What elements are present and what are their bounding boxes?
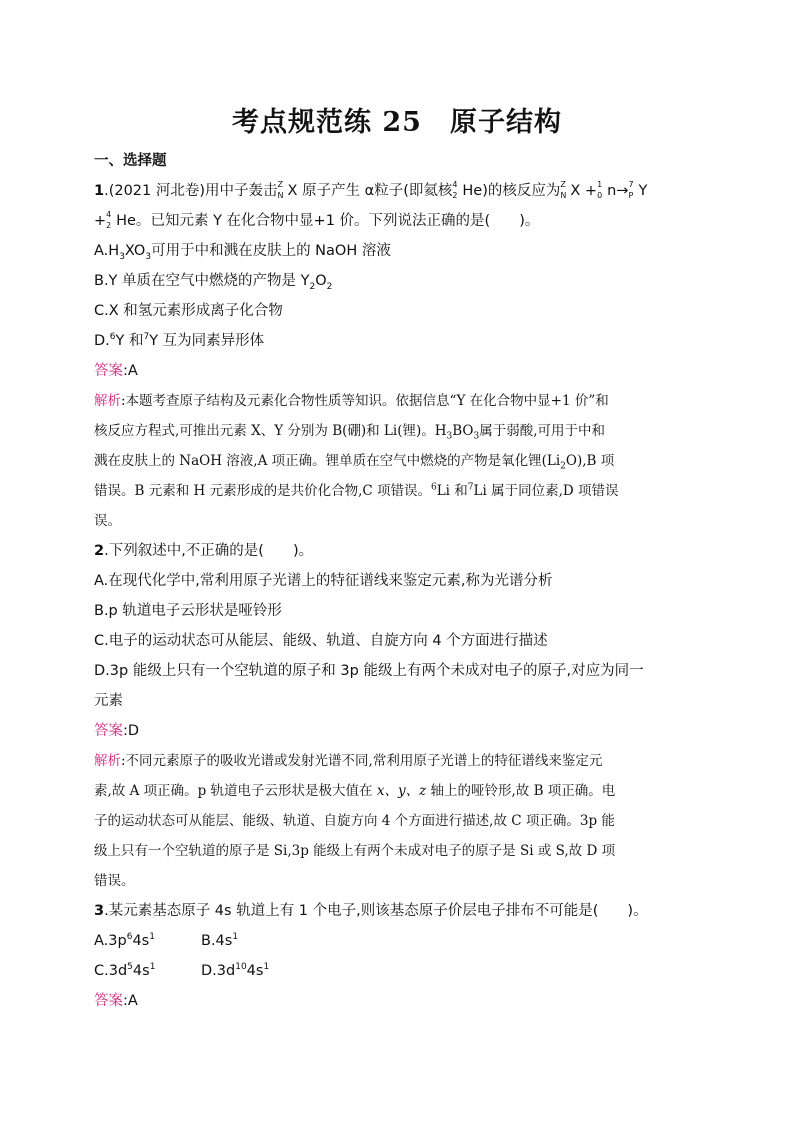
nuclide-he: 4 2 bbox=[106, 210, 112, 230]
q1-text: Y bbox=[638, 183, 648, 199]
q2-option-c: C.电子的运动状态可从能层、能级、轨道、自旋方向 4 个方面进行描述 bbox=[94, 633, 548, 649]
nuclide-he: 4 2 bbox=[452, 180, 458, 200]
content-block bbox=[94, 146, 704, 1016]
q2-analysis-line2: 素,故 A 项正确。p 轨道电子云形状是极大值在 x、y、z 轴上的哑铃形,故 B 项正确。电 bbox=[94, 783, 616, 799]
q1-stem-line2 bbox=[94, 206, 704, 236]
q3-number: 3 bbox=[94, 903, 105, 919]
nuclide-y: 7 P bbox=[628, 180, 634, 200]
answer-label: 答案 bbox=[94, 993, 123, 1009]
q1-text: n→ bbox=[607, 183, 629, 199]
q3-option-b: $B.4s^1$ bbox=[201, 932, 239, 949]
answer-label: 答案 bbox=[94, 723, 123, 739]
q3-option-c: $C.3d^54s^1$ bbox=[94, 962, 156, 979]
q2-analysis-line4: 级上只有一个空轨道的原子是 Si,3p 能级上有两个未成对电子的原子是 Si 或 S,故 D 项 bbox=[94, 843, 616, 859]
q1-analysis-line5: 误。 bbox=[94, 513, 121, 529]
q2-stem: 2.下列叙述中,不正确的是( )。 bbox=[94, 543, 314, 559]
q1-analysis-line4: 错误。B 元素和 H 元素形成的是共价化合物,C 项错误。$^6$Li 和$^7$Li 属于同位素,D 项错误 bbox=[94, 482, 619, 499]
q1-analysis-line1: 解析:本题考查原子结构及元素化合物性质等知识。依据信息“Y 在化合物中显+1 价”和 bbox=[94, 393, 609, 409]
q3-stem: 3.某元素基态原子 4s 轨道上有 1 个电子,则该基态原子价层电子排布不可能是( )。 bbox=[94, 903, 648, 919]
q1-text: X + bbox=[570, 183, 598, 199]
q1-option-c: C.X 和氢元素形成离子化合物 bbox=[94, 303, 283, 319]
q2-answer bbox=[94, 716, 704, 746]
answer-label: 答案 bbox=[94, 363, 123, 379]
q1-text: X 原子产生 α粒子(即氦核 bbox=[287, 183, 453, 199]
answer-value: :A bbox=[123, 363, 138, 379]
section-heading: 一、选择题 bbox=[94, 153, 167, 169]
q1-option-a: $A.H_3XO_3$可用于中和溅在皮肤上的 NaOH 溶液 bbox=[94, 243, 391, 262]
q1-answer bbox=[94, 356, 704, 386]
q3-option-a: $A.3p^64s^1$ bbox=[94, 932, 155, 949]
q2-option-a: A.在现代化学中,常利用原子光谱上的特征谱线来鉴定元素,称为光谱分析 bbox=[94, 573, 553, 589]
q1-option-b: B.Y 单质在空气中燃烧的产物是 $Y_2O_2$ bbox=[94, 273, 333, 292]
nuclide-n: 1 0 bbox=[597, 180, 603, 200]
q1-text: + bbox=[94, 213, 107, 229]
q2-option-d-line2: 元素 bbox=[94, 693, 123, 709]
answer-value: :A bbox=[123, 993, 138, 1009]
q1-analysis-line2: 核反应方程式,可推出元素 X、Y 分别为 B(硼)和 Li(锂)。$H_3BO_3$属于弱酸,可用于中和 bbox=[94, 423, 606, 442]
analysis-label: 解析 bbox=[94, 753, 121, 769]
page-title: 考点规范练 25 原子结构 bbox=[232, 107, 562, 138]
q1-text: .(2021 河北卷)用中子轰击 bbox=[104, 183, 278, 199]
q3-option-d: $D.3d^{10}4s^1$ bbox=[201, 962, 270, 979]
q2-number: 2 bbox=[94, 543, 105, 559]
nuclide-x: Z N bbox=[277, 180, 284, 200]
q1-analysis-line3: 溅在皮肤上的 NaOH 溶液,A 项正确。锂单质在空气中燃烧的产物是氧化锂$(Li_2O),B$ 项 bbox=[94, 453, 615, 472]
analysis-label: 解析 bbox=[94, 393, 121, 409]
nuclide-x: Z N bbox=[560, 180, 567, 200]
q3-options-row1 bbox=[94, 926, 704, 956]
answer-value: :D bbox=[123, 723, 140, 739]
q1-text: He。已知元素 Y 在化合物中显+1 价。下列说法正确的是( )。 bbox=[116, 213, 540, 229]
q2-option-d-line1: D.3p 能级上只有一个空轨道的原子和 3p 能级上有两个未成对电子的原子,对应为同一 bbox=[94, 663, 644, 679]
q2-option-b: B.p 轨道电子云形状是哑铃形 bbox=[94, 603, 282, 619]
q2-analysis-line1: 解析:不同元素原子的吸收光谱或发射光谱不同,常利用原子光谱上的特征谱线来鉴定元 bbox=[94, 753, 603, 769]
q3-answer bbox=[94, 986, 704, 1016]
q2-analysis-line3: 子的运动状态可从能层、能级、轨道、自旋方向 4 个方面进行描述,故 C 项正确。3p 能 bbox=[94, 813, 615, 829]
q2-analysis-line5: 错误。 bbox=[94, 873, 135, 889]
q1-stem-line1 bbox=[94, 176, 704, 206]
q1-option-d: D.$^6$Y 和$^7$Y 互为同素异形体 bbox=[94, 332, 265, 349]
q1-text: He)的核反应为 bbox=[462, 183, 561, 199]
q3-options-row2 bbox=[94, 956, 704, 986]
q1-number: 1 bbox=[94, 183, 105, 199]
